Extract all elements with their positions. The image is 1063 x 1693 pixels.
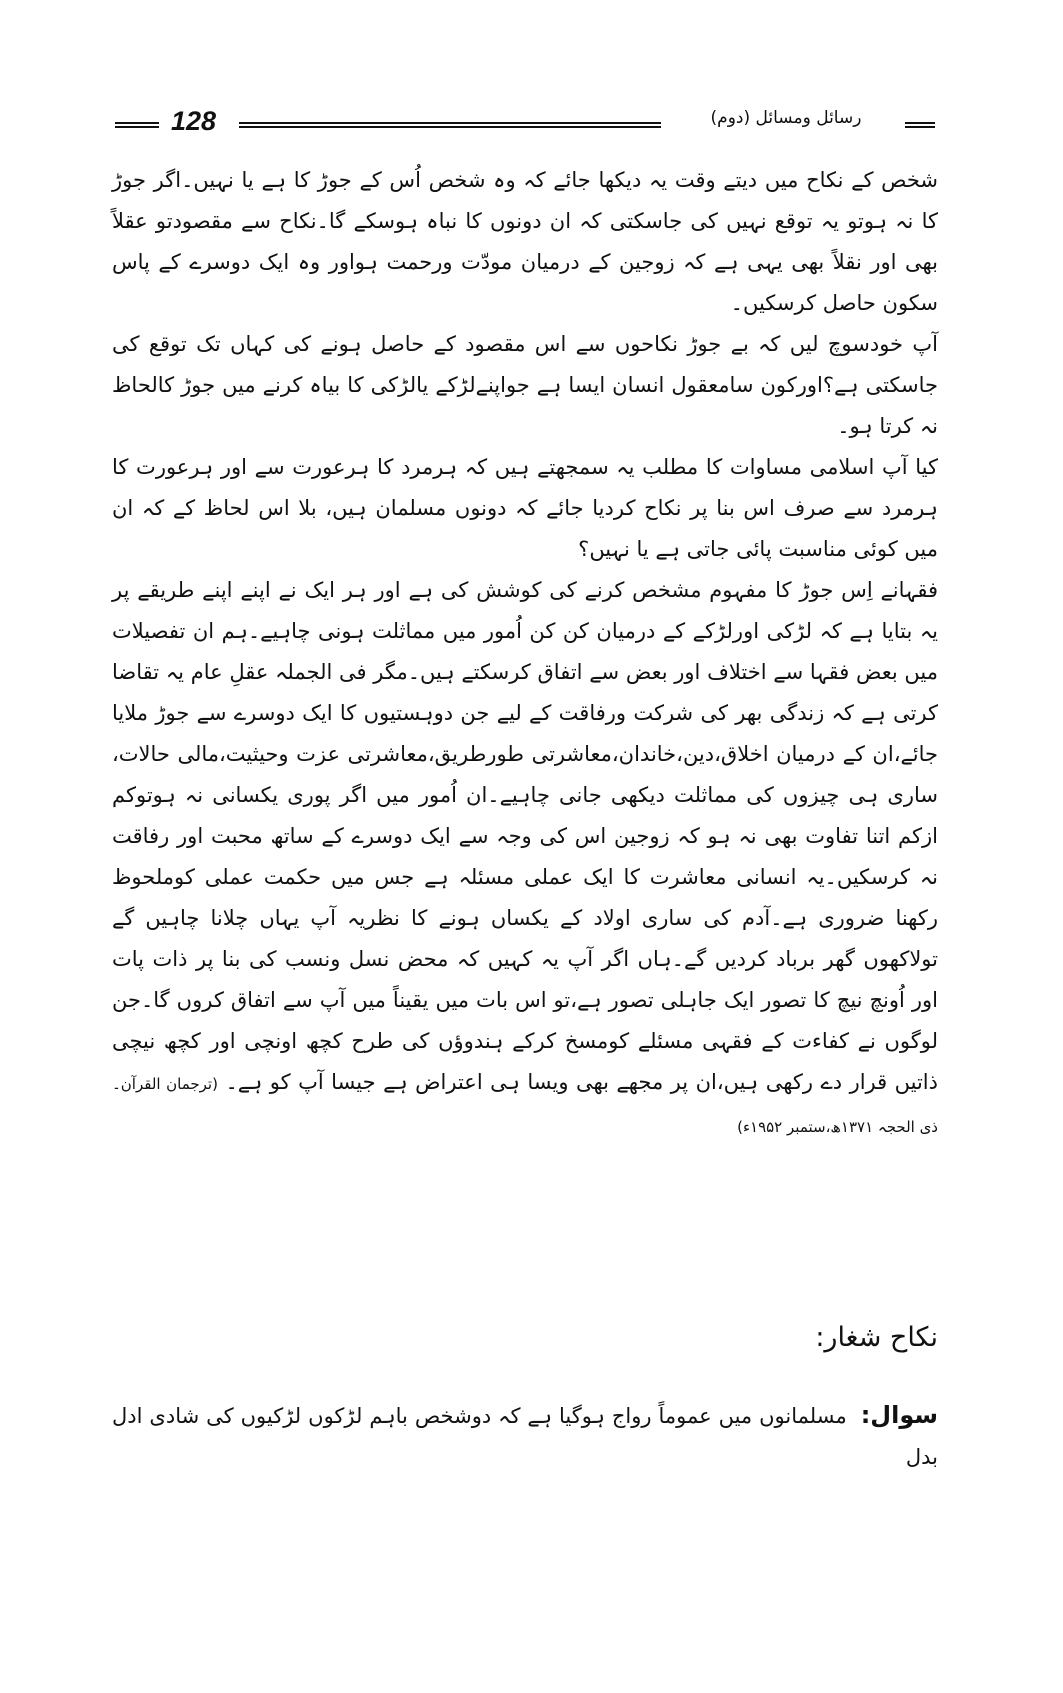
- question-paragraph: [112, 1395, 938, 1478]
- question-text: مسلمانوں میں عموماً رواج ہوگیا ہے کہ دوشخص باہم لڑکوں لڑکیوں کی شادی ادل بدل: [112, 1404, 938, 1469]
- header-rule-left: [115, 122, 159, 128]
- header-rule-middle: [239, 122, 661, 128]
- paragraph-1: شخص کے نکاح میں دیتے وقت یہ دیکھا جائے کہ وہ شخص اُس کے جوڑ کا ہے یا نہیں۔اگر جوڑ کا نہ ہوتو یہ توقع نہیں کی جاسکتی کہ ان دونوں کا نباہ ہوسکے گا۔نکاح سے مقصودتو عقلاً بھی اور نقلاً بھی یہی ہے کہ زوجین کے درمیان مودّت ورحمت ہواور وہ ایک دوسرے کے پاس سکون حاصل کرسکیں۔: [112, 168, 938, 315]
- section-heading: نکاح شغار:: [815, 1322, 938, 1353]
- book-title: رسائل ومسائل (دوم): [710, 108, 862, 128]
- page-number: 128: [171, 106, 217, 136]
- paragraph-4: [112, 570, 938, 1148]
- body-text: [112, 160, 938, 1148]
- paragraph-3: کیا آپ اسلامی مساوات کا مطلب یہ سمجھتے ہیں کہ ہرمرد کا ہرعورت سے اور ہرعورت کا ہرمرد سے صرف اس بنا پر نکاح کردیا جائے کہ دونوں مسلمان ہیں، بلا اس لحاظ کے کہ ان میں کوئی مناسبت پائی جاتی ہے یا نہیں؟: [112, 455, 938, 561]
- question-label: سوال:: [860, 1401, 938, 1429]
- running-header: [115, 108, 935, 148]
- citation: (ترجمان القرآن۔ذی الحجہ ۱۳۷۱ھ،ستمبر ۱۹۵۲ء): [112, 1075, 938, 1136]
- paragraph-4-text: فقہانے اِس جوڑ کا مفہوم مشخص کرنے کی کوشش کی ہے اور ہر ایک نے اپنے اپنے طریقے پر یہ بتایا ہے کہ لڑکی اورلڑکے کے درمیان کن کن اُمور میں مماثلت ہونی چاہیے۔ہم ان تفصیلات میں بعض فقہا سے اختلاف اور بعض سے اتفاق کرسکتے ہیں۔مگر فی الجملہ عقلِ عام یہ تقاضا کرتی ہے کہ زندگی بھر کی شرکت ورفاقت کے لیے جن دوہستیوں کا ایک دوسرے سے جوڑ ملایا جائے،ان کے درمیان اخلاق،دین،خاندان،معاشرتی طورطریق،معاشرتی عزت وحیثیت،مالی حالات، ساری ہی چیزوں کی مماثلت دیکھی جانی چاہیے۔ان اُمور میں اگر پوری یکسانی نہ ہوتوکم ازکم اتنا تفاوت بھی نہ ہو کہ زوجین اس کی وجہ سے ایک دوسرے کے ساتھ محبت اور رفاقت نہ کرسکیں۔یہ انسانی معاشرت کا ایک عملی مسئلہ ہے جس میں حکمت عملی کوملحوظ رکھنا ضروری ہے۔آدم کی ساری اولاد کے یکساں ہونے کا نظریہ آپ یہاں چلانا چاہیں گے تولاکھوں گھر برباد کردیں گے۔ہاں اگر آپ یہ کہیں کہ محض نسل ونسب کی بنا پر ذات پات اور اُونچ نیچ کا تصور ایک جاہلی تصور ہے،تو اس بات میں یقیناً میں آپ سے اتفاق کروں گا۔جن لوگوں نے کفاءت کے فقہی مسئلے کومسخ کرکے ہندوؤں کی طرح کچھ اونچی اور کچھ نیچی ذاتیں قرار دے رکھی ہیں،ان پر مجھے بھی ویسا ہی اعتراض ہے جیسا آپ کو ہے۔: [112, 578, 938, 1094]
- paragraph-2: آپ خودسوچ لیں کہ بے جوڑ نکاحوں سے اس مقصود کے حاصل ہونے کی کہاں تک توقع کی جاسکتی ہے؟اورکون سامعقول انسان ایسا ہے جواپنےلڑکے یالڑکی کا بیاہ کرنے میں جوڑ کالحاظ نہ کرتا ہو۔: [112, 332, 938, 438]
- header-rule-right: [905, 122, 935, 128]
